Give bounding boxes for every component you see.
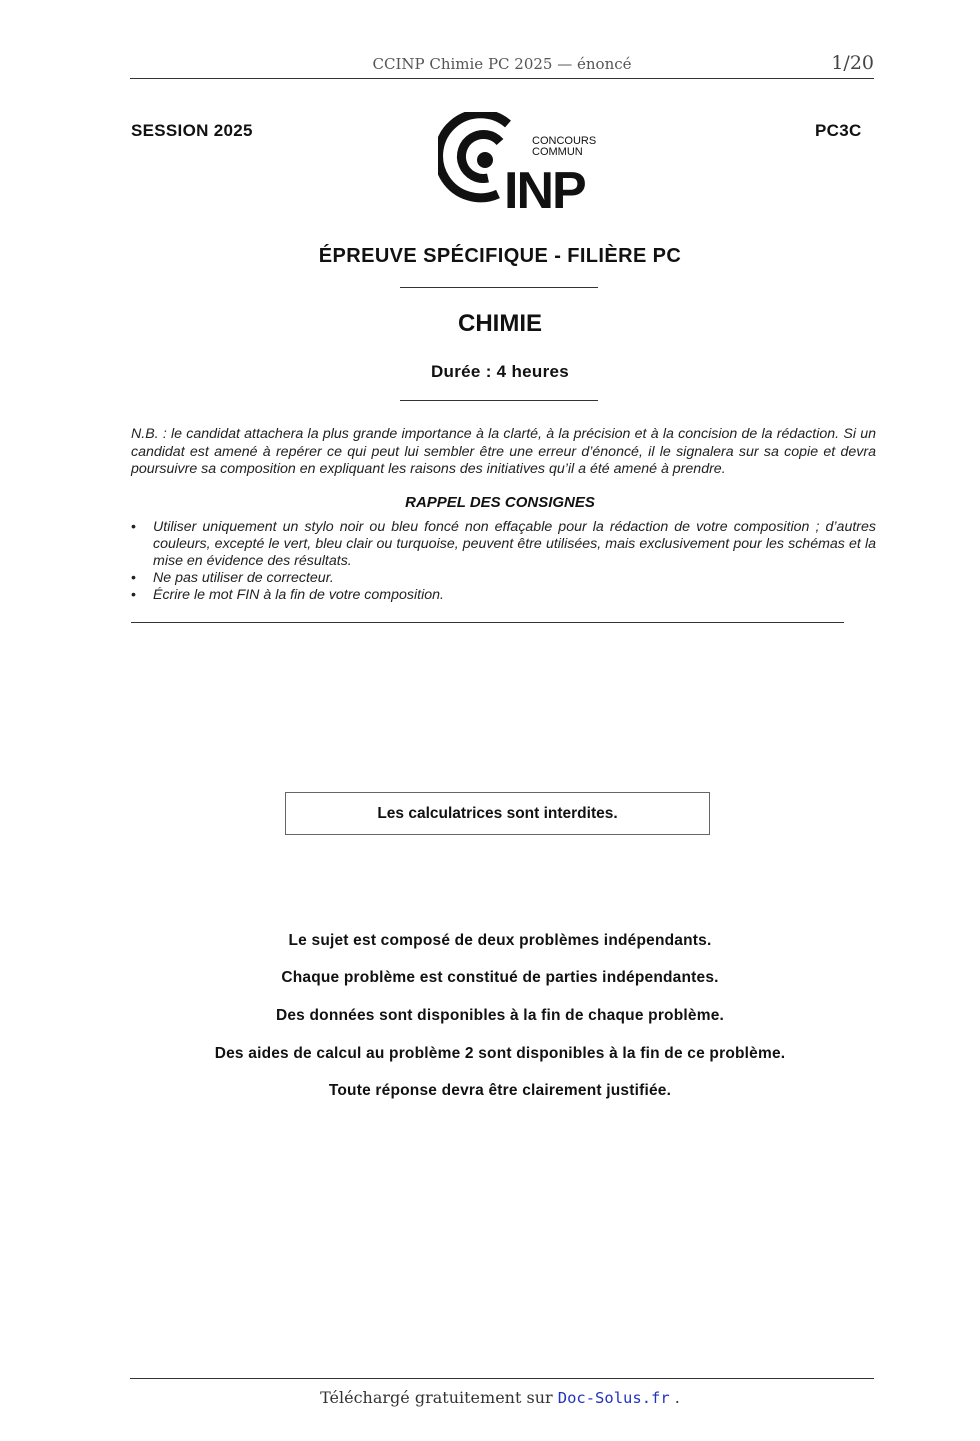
page-number: 1/20 (831, 52, 874, 74)
rappel-heading: RAPPEL DES CONSIGNES (405, 494, 595, 511)
ccinp-logo (438, 112, 608, 212)
epreuve-title: ÉPREUVE SPÉCIFIQUE - FILIÈRE PC (318, 245, 682, 267)
divider (400, 287, 598, 288)
divider (130, 1378, 874, 1379)
footer-prefix: Téléchargé gratuitement sur (320, 1388, 558, 1407)
info-line: Des aides de calcul au problème 2 sont disponibles à la fin de ce problème. (214, 1045, 786, 1062)
logo-letters: INP (504, 162, 585, 212)
list-item (131, 587, 876, 604)
running-head (130, 54, 874, 79)
list-item (131, 519, 876, 570)
footer (0, 1388, 980, 1407)
running-head-title: CCINP Chimie PC 2025 — énoncé (372, 55, 632, 73)
bullet-icon: • (131, 587, 136, 603)
footer-link[interactable]: Doc-Solus.fr (557, 1389, 670, 1407)
session-label: SESSION 2025 (131, 121, 253, 140)
calculator-notice-text: Les calculatrices sont interdites. (377, 804, 618, 822)
consigne-text: Utiliser uniquement un stylo noir ou bleu foncé non effaçable pour la rédaction de votre composition ; d’autres couleurs, excepté le vert, bleu clair ou turquoise, peuvent être utilisées, mais exclusivement pour les schémas et la mise en évidence des résultats. (153, 519, 876, 569)
list-item (131, 570, 876, 587)
consignes-list (131, 519, 876, 604)
logo-concours: CONCOURS (532, 135, 597, 147)
info-line: Le sujet est composé de deux problèmes indépendants. (288, 932, 712, 949)
consigne-text: Ne pas utiliser de correcteur. (153, 570, 334, 586)
info-line: Chaque problème est constitué de parties indépendantes. (281, 969, 719, 986)
info-line: Toute réponse devra être clairement justifiée. (328, 1082, 672, 1099)
consigne-text: Écrire le mot FIN à la fin de votre composition. (153, 587, 444, 603)
divider (400, 400, 598, 401)
exam-code: PC3C (815, 121, 862, 140)
subject-title: CHIMIE (458, 310, 542, 337)
bullet-icon: • (131, 519, 136, 535)
divider (131, 622, 844, 623)
logo-outer-ring (439, 114, 508, 198)
duration: Durée : 4 heures (430, 362, 570, 381)
info-line: Des données sont disponibles à la fin de chaque problème. (275, 1007, 725, 1024)
footer-suffix: . (669, 1388, 680, 1407)
logo-commun: COMMUN (532, 146, 583, 158)
nb-paragraph: N.B. : le candidat attachera la plus grande importance à la clarté, à la précision et à la concision de la rédaction. Si un candidat est amené à repérer ce qui peut lui sembler être une erreur d’énoncé, il le signalera sur sa copie et devra poursuivre sa composition en expliquant les raisons des initiatives qu’il a été amené à prendre. (131, 426, 876, 477)
calculator-notice (285, 792, 710, 835)
logo-dot (477, 152, 493, 168)
bullet-icon: • (131, 570, 136, 586)
